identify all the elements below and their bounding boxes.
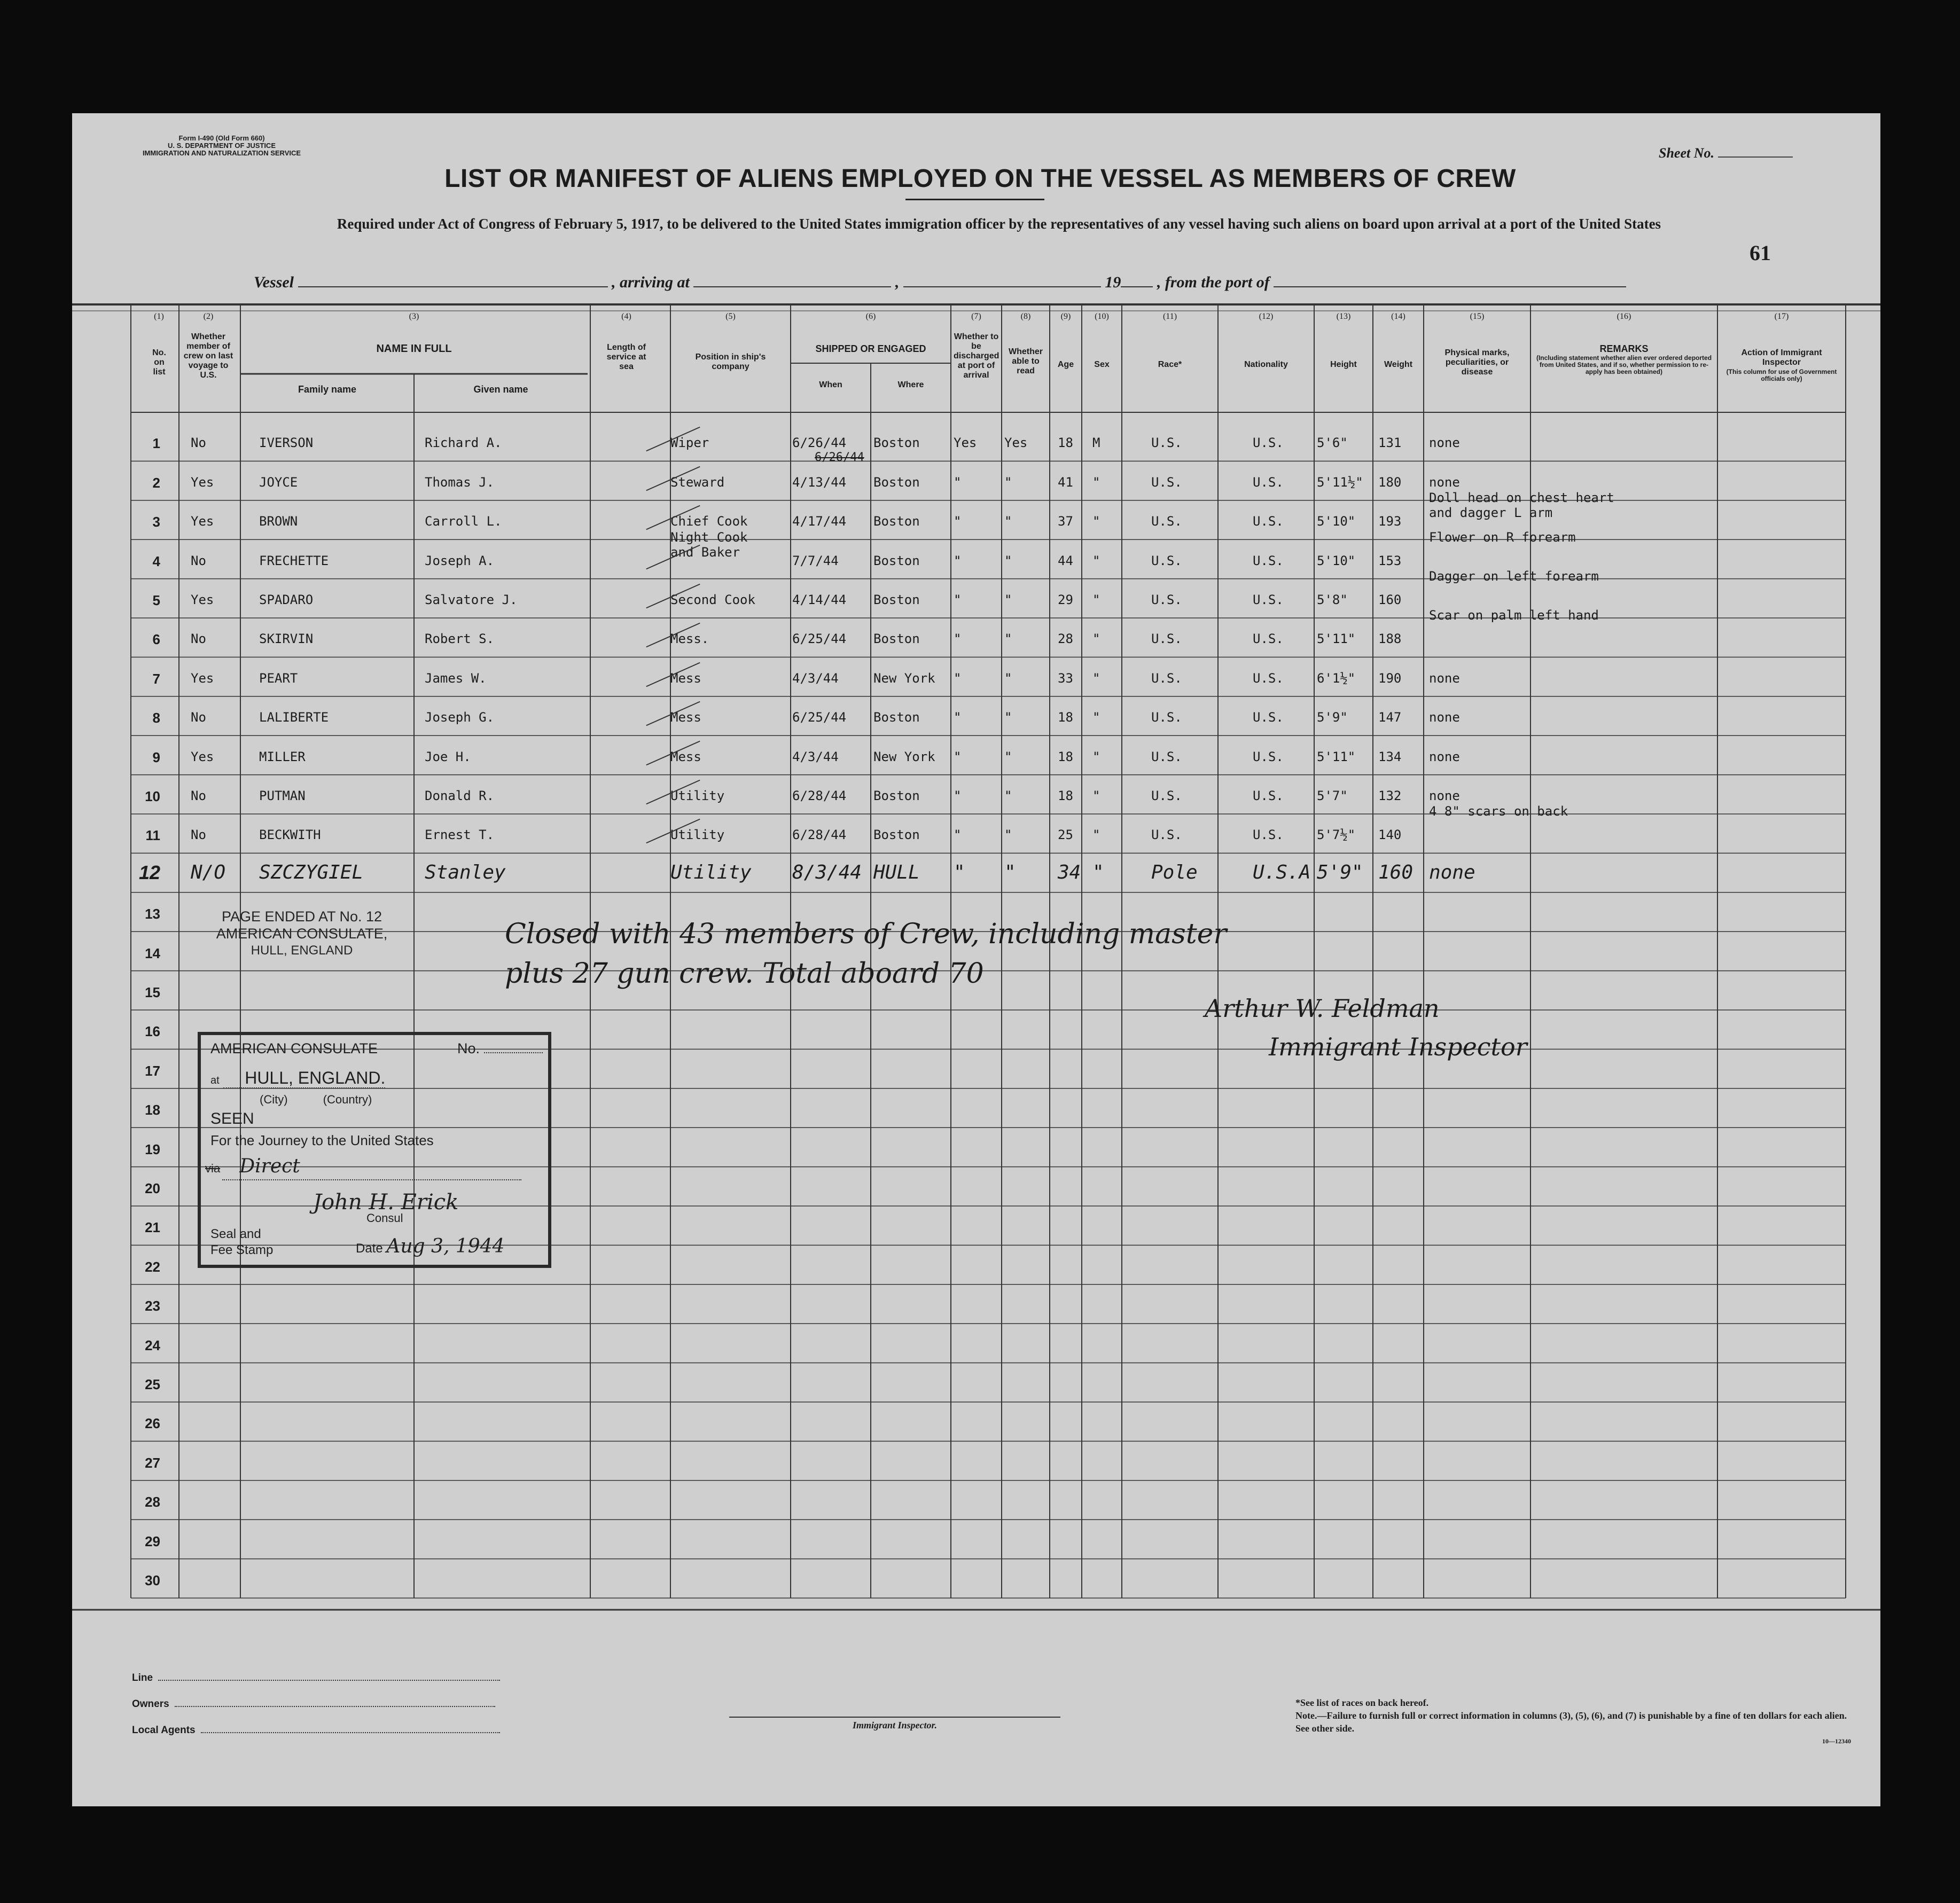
row-nat: U.S. (1253, 435, 1284, 451)
row-pos: Utility (670, 788, 725, 803)
row-age: 37 (1058, 514, 1073, 529)
row-race: U.S. (1151, 631, 1182, 647)
row-no: 3 (152, 514, 160, 530)
col-4-num: (4) (621, 312, 631, 321)
row-sex: " (1092, 631, 1100, 647)
row-given: Ernest T. (425, 827, 495, 843)
row-weight: 153 (1378, 553, 1402, 568)
row-number: 28 (145, 1494, 160, 1510)
row-nat: U.S.A (1253, 861, 1311, 883)
row-height: 5'9" (1317, 861, 1363, 883)
row-number: 25 (145, 1376, 160, 1392)
col-8-header: Whether able to read (1009, 347, 1043, 375)
col-10-num: (10) (1095, 312, 1109, 321)
row-pos: Utility (670, 861, 752, 883)
row-height: 5'10" (1317, 553, 1356, 568)
row-number: 19 (145, 1141, 160, 1157)
row-given: Thomas J. (425, 474, 495, 490)
col-15-num: (15) (1470, 312, 1485, 321)
col-1-num: (1) (154, 312, 164, 321)
row-sex: " (1092, 749, 1100, 764)
row-marks: Scar on palm left hand (1429, 608, 1599, 623)
row-marks: none (1429, 435, 1460, 451)
row-height: 5'10" (1317, 514, 1356, 529)
col-14-header: Weight (1384, 360, 1413, 369)
inspector-signature: Arthur W. Feldman Immigrant Inspector (1205, 994, 1527, 1061)
row-where: Boston (873, 435, 920, 451)
row-no: 8 (152, 710, 160, 726)
row-family: PUTMAN (259, 788, 306, 803)
row-height: 5'6" (1317, 435, 1348, 451)
row-number: 15 (145, 984, 160, 1000)
row-nat: U.S. (1253, 631, 1284, 647)
footer-notes: *See list of races on back hereof. Note.—Failure to furnish full or correct information in columns (3), (5), (6), and (7) is punishable by a fine of ten dollars for each alien. See other side. 10—12340 (1295, 1697, 1851, 1745)
row-last: No (191, 788, 206, 803)
row-where: Boston (873, 514, 920, 529)
row-number: 20 (145, 1180, 160, 1196)
row-where: Boston (873, 827, 920, 843)
row-given: Joe H. (425, 749, 471, 764)
row-last: Yes (191, 749, 214, 764)
row-race: Pole (1151, 861, 1198, 883)
row-nat: U.S. (1253, 474, 1284, 490)
row-family: SZCZYGIEL (259, 861, 364, 883)
row-sex: " (1092, 474, 1100, 490)
col-3-header: NAME IN FULL (376, 343, 452, 355)
row-age: 18 (1058, 435, 1073, 451)
row-where: Boston (873, 710, 920, 725)
row-age: 41 (1058, 474, 1073, 490)
row-read: " (1004, 631, 1012, 647)
col-8-num: (8) (1020, 312, 1031, 321)
row-sex: " (1092, 514, 1100, 529)
row-given: Salvatore J. (425, 592, 518, 607)
row-sex: M (1092, 435, 1100, 451)
row-marks: Dagger on left forearm (1429, 569, 1599, 584)
col-13-num: (13) (1336, 312, 1351, 321)
row-read: " (1004, 553, 1012, 568)
row-race: U.S. (1151, 435, 1182, 451)
row-height: 5'9" (1317, 710, 1348, 725)
row-height: 5'11½" (1317, 474, 1363, 490)
row-read: " (1004, 749, 1012, 764)
row-last: Yes (191, 592, 214, 607)
row-family: FRECHETTE (259, 553, 329, 568)
row-disch: " (954, 553, 962, 568)
closing-note: Closed with 43 members of Crew, including master plus 27 gun crew. Total aboard 70 (505, 918, 1227, 990)
row-given: Joseph G. (425, 710, 495, 725)
row-weight: 160 (1378, 592, 1402, 607)
col-17-header: Action of Immigrant Inspector (1741, 348, 1822, 367)
row-nat: U.S. (1253, 670, 1284, 686)
col-5-header: Position in ship's company (695, 353, 766, 371)
row-no: 2 (152, 474, 160, 491)
row-given: Robert S. (425, 631, 495, 647)
row-given: Stanley (425, 861, 506, 883)
row-number: 29 (145, 1533, 160, 1549)
row-number: 26 (145, 1415, 160, 1432)
row-marks: Doll head on chest heart and dagger L arm (1429, 490, 1614, 521)
row-marks: none (1429, 861, 1475, 883)
row-weight: 131 (1378, 435, 1402, 451)
row-no: 4 (152, 553, 160, 569)
row-marks: none (1429, 788, 1460, 803)
page-ended-stamp: PAGE ENDED AT No. 12 AMERICAN CONSULATE, HULL, ENGLAND (216, 909, 388, 958)
row-age: 34 (1058, 861, 1081, 883)
row-sex: " (1092, 861, 1104, 883)
row-pos: Wiper (670, 435, 709, 451)
page-title: LIST OR MANIFEST OF ALIENS EMPLOYED ON THE VESSEL AS MEMBERS OF CREW (444, 165, 1516, 193)
col-6-when-header: When (819, 380, 842, 389)
line-field[interactable] (158, 1680, 500, 1681)
row-marks: none (1429, 749, 1460, 764)
row-disch: Yes (954, 435, 977, 451)
inspector-line[interactable] (729, 1717, 1060, 1718)
row-read: " (1004, 788, 1012, 803)
manifest-sheet (72, 113, 1880, 1806)
row-no: 12 (138, 861, 160, 883)
row-when: 4/3/44 (792, 749, 839, 764)
row-family: JOYCE (259, 474, 298, 490)
col-3-given-header: Given name (473, 384, 528, 395)
vessel-line: Vessel , arriving at , 19 , from the port of (254, 273, 1766, 292)
row-disch: " (954, 474, 962, 490)
row-number: 30 (145, 1572, 160, 1588)
col-2-num: (2) (203, 312, 214, 321)
row-number: 21 (145, 1219, 160, 1236)
row-age: 18 (1058, 710, 1073, 725)
row-height: 5'7" (1317, 788, 1348, 803)
row-age: 25 (1058, 827, 1073, 843)
row-number: 23 (145, 1298, 160, 1314)
row-given: Joseph A. (425, 553, 495, 568)
consulate-stamp: AMERICAN CONSULATE No. at HULL, ENGLAND. (City) (Country) SEEN For the Journey to the United States via Direct John H. Erick Consul Seal and Fee Stamp Date Aug 3, 1944 (198, 1032, 551, 1268)
row-last: N/O (191, 861, 226, 883)
col-13-header: Height (1330, 360, 1357, 369)
row-disch: " (954, 788, 962, 803)
row-disch: " (954, 749, 962, 764)
row-given: Donald R. (425, 788, 495, 803)
row-height: 5'11" (1317, 749, 1356, 764)
col-17-sub: (This column for use of Government officials only) (1726, 368, 1837, 382)
page-number: 61 (1750, 241, 1771, 265)
row-marks: 4 8" scars on back (1429, 804, 1568, 819)
row-family: BECKWITH (259, 827, 321, 843)
col-6-where-header: Where (897, 380, 924, 389)
row-number: 17 (145, 1062, 160, 1079)
row-weight: 132 (1378, 788, 1402, 803)
row-number: 27 (145, 1454, 160, 1471)
row-no: 9 (152, 749, 160, 765)
row-age: 29 (1058, 592, 1073, 607)
row-nat: U.S. (1253, 788, 1284, 803)
row-last: Yes (191, 514, 214, 529)
col-11-header: Race* (1158, 360, 1182, 369)
col-5-num: (5) (725, 312, 736, 321)
row-where: Boston (873, 553, 920, 568)
row-number: 13 (145, 906, 160, 922)
row-family: BROWN (259, 514, 298, 529)
row-when: 6/25/44 (792, 710, 847, 725)
col-6-num: (6) (865, 312, 876, 321)
row-given: Carroll L. (425, 514, 502, 529)
row-weight: 188 (1378, 631, 1402, 647)
row-last: No (191, 553, 206, 568)
row-when: 7/7/44 (792, 553, 839, 568)
row-disch: " (954, 670, 962, 686)
row-where: HULL (873, 861, 920, 883)
row-where: New York (873, 749, 935, 764)
row-where: Boston (873, 474, 920, 490)
row-last: No (191, 435, 206, 451)
row-number: 16 (145, 1023, 160, 1040)
row-height: 5'7½" (1317, 827, 1356, 843)
col-12-num: (12) (1259, 312, 1274, 321)
col-16-num: (16) (1617, 312, 1631, 321)
col-3-num: (3) (409, 312, 419, 321)
inspector-label: Immigrant Inspector. (852, 1720, 938, 1730)
row-no: 5 (152, 592, 160, 608)
col-2-header: Whether member of crew on last voyage to U.S. (183, 332, 233, 380)
row-age: 44 (1058, 553, 1073, 568)
row-disch: " (954, 631, 962, 647)
row-read: Yes (1004, 435, 1028, 451)
owners-field[interactable] (175, 1706, 495, 1707)
row-family: PEART (259, 670, 298, 686)
row-sex: " (1092, 788, 1100, 803)
row-sex: " (1092, 553, 1100, 568)
row-weight: 190 (1378, 670, 1402, 686)
row-pos: Mess. (670, 631, 709, 647)
row-disch: " (954, 827, 962, 843)
col-16-sub: (Including statement whether alien ever ordered deported from United States, and if so, whether permission to re-apply has been obtained) (1536, 354, 1712, 375)
row-pos: Chief Cook (670, 514, 748, 529)
row-when: 4/17/44 (792, 514, 847, 529)
row-age: 18 (1058, 749, 1073, 764)
col-3-family-header: Family name (298, 384, 357, 395)
row-no: 6 (152, 631, 160, 648)
row-age: 18 (1058, 788, 1073, 803)
row-marks: Flower on R forearm (1429, 529, 1576, 545)
row-when: 6/28/44 (792, 827, 847, 843)
row-read: " (1004, 592, 1012, 607)
row-sex: " (1092, 592, 1100, 607)
col-14-num: (14) (1391, 312, 1405, 321)
footer-fields: Line Owners Local Agents (132, 1665, 500, 1743)
col-7-header: Whether to be discharged at port of arrival (954, 332, 999, 380)
row-number: 14 (145, 945, 160, 961)
page-subtitle: Required under Act of Congress of February 5, 1917, to be delivered to the United States immigration officer by the representatives of any vessel having such aliens on board upon arrival at a port of the United States (337, 216, 1661, 232)
col-9-header: Age (1057, 360, 1074, 369)
row-weight: 147 (1378, 710, 1402, 725)
row-read: " (1004, 514, 1012, 529)
sheet-no-field: Sheet No. (1659, 145, 1793, 161)
row-when: 8/3/44 (792, 861, 862, 883)
row-height: 5'11" (1317, 631, 1356, 647)
row-no: 1 (152, 435, 160, 452)
row-where: Boston (873, 788, 920, 803)
row-marks: none (1429, 710, 1460, 725)
row-when: 6/26/44 (792, 435, 847, 451)
row-nat: U.S. (1253, 592, 1284, 607)
row-read: " (1004, 474, 1012, 490)
col-17-num: (17) (1774, 312, 1789, 321)
row-race: U.S. (1151, 514, 1182, 529)
row-read: " (1004, 827, 1012, 843)
row-last: Yes (191, 670, 214, 686)
row-no: 10 (145, 788, 160, 804)
row-nat: U.S. (1253, 710, 1284, 725)
row-weight: 134 (1378, 749, 1402, 764)
row-when: 4/13/44 (792, 474, 847, 490)
row-race: U.S. (1151, 474, 1182, 490)
row-race: U.S. (1151, 827, 1182, 843)
row-family: SKIRVIN (259, 631, 314, 647)
row-race: U.S. (1151, 553, 1182, 568)
row-race: U.S. (1151, 788, 1182, 803)
row-given: Richard A. (425, 435, 502, 451)
row-sex: " (1092, 670, 1100, 686)
row-when: 6/25/44 (792, 631, 847, 647)
row-pos: Mess (670, 749, 701, 764)
row-age: 28 (1058, 631, 1073, 647)
row-pos: Mess (670, 710, 701, 725)
row-pos: Night Cook and Baker (670, 529, 748, 560)
row-disch: " (954, 861, 965, 883)
col-16-header: REMARKS (1599, 343, 1649, 354)
row-race: U.S. (1151, 670, 1182, 686)
row-last: No (191, 710, 206, 725)
row-disch: " (954, 514, 962, 529)
col-11-num: (11) (1162, 312, 1177, 321)
row-number: 24 (145, 1337, 160, 1353)
row-no: 11 (145, 827, 160, 844)
row-nat: U.S. (1253, 749, 1284, 764)
row-marks: none (1429, 670, 1460, 686)
row-family: LALIBERTE (259, 710, 329, 725)
row-nat: U.S. (1253, 827, 1284, 843)
row-given: James W. (425, 670, 487, 686)
col-9-num: (9) (1060, 312, 1071, 321)
col-12-header: Nationality (1244, 360, 1288, 369)
row-where: Boston (873, 631, 920, 647)
row-last: No (191, 827, 206, 843)
row-weight: 160 (1378, 861, 1414, 883)
row-sex: " (1092, 827, 1100, 843)
agents-field[interactable] (201, 1732, 500, 1733)
row-nat: U.S. (1253, 514, 1284, 529)
row-marks: none (1429, 474, 1460, 490)
row-family: SPADARO (259, 592, 314, 607)
row-family: IVERSON (259, 435, 314, 451)
row-age: 33 (1058, 670, 1073, 686)
row-height: 6'1½" (1317, 670, 1356, 686)
row-where: Boston (873, 592, 920, 607)
row-weight: 180 (1378, 474, 1402, 490)
row-number: 22 (145, 1258, 160, 1275)
row-weight: 140 (1378, 827, 1402, 843)
row-disch: " (954, 592, 962, 607)
row-pos: Mess (670, 670, 701, 686)
row-when: 4/3/44 (792, 670, 839, 686)
row-family: MILLER (259, 749, 306, 764)
row-race: U.S. (1151, 710, 1182, 725)
row1-struck-when: 6/26/44 (815, 451, 864, 464)
row-read: " (1004, 861, 1016, 883)
row-weight: 193 (1378, 514, 1402, 529)
row-race: U.S. (1151, 749, 1182, 764)
row-read: " (1004, 670, 1012, 686)
row-race: U.S. (1151, 592, 1182, 607)
row-number: 18 (145, 1102, 160, 1118)
col-10-header: Sex (1094, 360, 1110, 369)
row-sex: " (1092, 710, 1100, 725)
row-nat: U.S. (1253, 553, 1284, 568)
row-when: 6/28/44 (792, 788, 847, 803)
col-6-header: SHIPPED OR ENGAGED (815, 343, 926, 354)
row-pos: Second Cook (670, 592, 755, 607)
row-last: Yes (191, 474, 214, 490)
row-where: New York (873, 670, 935, 686)
row-height: 5'8" (1317, 592, 1348, 607)
col-15-header: Physical marks, peculiarities, or disease (1444, 348, 1510, 377)
row-pos: Steward (670, 474, 725, 490)
row-pos: Utility (670, 827, 725, 843)
row-last: No (191, 631, 206, 647)
form-id: Form I-490 (Old Form 660) U. S. DEPARTMENT OF JUSTICE IMMIGRATION AND NATURALIZATION SERVICE (142, 134, 301, 157)
row-read: " (1004, 710, 1012, 725)
row-no: 7 (152, 670, 160, 687)
row-when: 4/14/44 (792, 592, 847, 607)
col-4-header: Length of service at sea (606, 343, 646, 371)
col-1-header: No. on list (152, 348, 166, 377)
col-7-num: (7) (971, 312, 981, 321)
row-disch: " (954, 710, 962, 725)
